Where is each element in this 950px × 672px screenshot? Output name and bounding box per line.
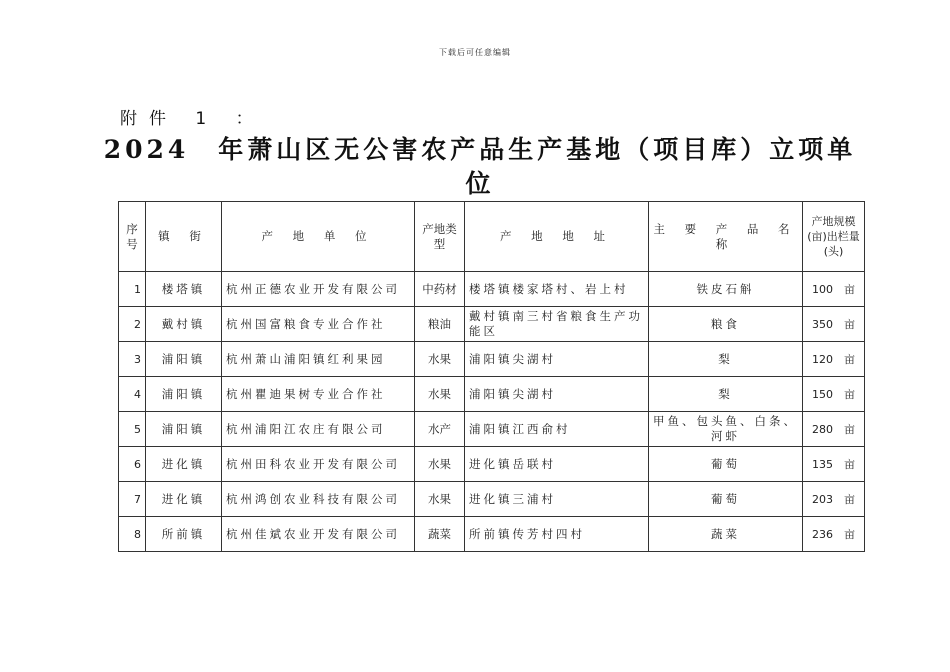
cell-address: 楼塔镇楼家塔村、岩上村 <box>465 272 649 307</box>
cell-unit: 杭州浦阳江农庄有限公司 <box>222 412 415 447</box>
cell-product: 梨 <box>649 377 803 412</box>
cell-address: 浦阳镇尖湖村 <box>465 342 649 377</box>
cell-product: 甲鱼、包头鱼、白条、河虾 <box>649 412 803 447</box>
cell-town: 进化镇 <box>146 447 222 482</box>
cell-scale: 280 亩 <box>803 412 865 447</box>
cell-type: 粮油 <box>415 307 465 342</box>
table-row <box>119 377 865 412</box>
header-scale: 产地规模(亩)出栏量(头) <box>803 202 865 272</box>
cell-unit: 杭州正德农业开发有限公司 <box>222 272 415 307</box>
cell-scale: 120 亩 <box>803 342 865 377</box>
cell-no: 2 <box>119 307 146 342</box>
cell-type: 水果 <box>415 447 465 482</box>
cell-address: 进化镇三浦村 <box>465 482 649 517</box>
cell-town: 戴村镇 <box>146 307 222 342</box>
cell-scale: 135 亩 <box>803 447 865 482</box>
header-town: 镇 街 <box>146 202 222 272</box>
cell-product: 葡萄 <box>649 482 803 517</box>
cell-no: 4 <box>119 377 146 412</box>
cell-type: 水果 <box>415 482 465 517</box>
cell-product: 粮食 <box>649 307 803 342</box>
cell-type: 中药材 <box>415 272 465 307</box>
cell-type: 水产 <box>415 412 465 447</box>
header-no: 序号 <box>119 202 146 272</box>
cell-unit: 杭州瞿迪果树专业合作社 <box>222 377 415 412</box>
cell-unit: 杭州鸿创农业科技有限公司 <box>222 482 415 517</box>
project-table <box>118 201 865 552</box>
attachment-label: 附件 1 ： <box>120 109 265 129</box>
cell-town: 浦阳镇 <box>146 377 222 412</box>
cell-type: 水果 <box>415 342 465 377</box>
cell-no: 6 <box>119 447 146 482</box>
header-unit: 产 地 单 位 <box>222 202 415 272</box>
header-product: 主 要 产 品 名 称 <box>649 202 803 272</box>
table-row <box>119 517 865 552</box>
header-address: 产 地 地 址 <box>465 202 649 272</box>
table-row <box>119 307 865 342</box>
cell-unit: 杭州萧山浦阳镇红利果园 <box>222 342 415 377</box>
cell-address: 戴村镇南三村省粮食生产功能区 <box>465 307 649 342</box>
table-row <box>119 447 865 482</box>
cell-town: 进化镇 <box>146 482 222 517</box>
cell-address: 浦阳镇江西俞村 <box>465 412 649 447</box>
cell-product: 葡萄 <box>649 447 803 482</box>
table-row <box>119 482 865 517</box>
cell-unit: 杭州佳斌农业开发有限公司 <box>222 517 415 552</box>
header-note: 下载后可任意编辑 <box>439 48 511 57</box>
cell-address: 进化镇岳联村 <box>465 447 649 482</box>
table-row <box>119 342 865 377</box>
cell-scale: 150 亩 <box>803 377 865 412</box>
cell-scale: 236 亩 <box>803 517 865 552</box>
cell-town: 浦阳镇 <box>146 412 222 447</box>
cell-town: 楼塔镇 <box>146 272 222 307</box>
header-type: 产地类型 <box>415 202 465 272</box>
cell-product: 梨 <box>649 342 803 377</box>
cell-scale: 100 亩 <box>803 272 865 307</box>
cell-address: 浦阳镇尖湖村 <box>465 377 649 412</box>
cell-no: 3 <box>119 342 146 377</box>
table-row <box>119 272 865 307</box>
cell-no: 1 <box>119 272 146 307</box>
cell-unit: 杭州国富粮食专业合作社 <box>222 307 415 342</box>
cell-no: 8 <box>119 517 146 552</box>
cell-scale: 350 亩 <box>803 307 865 342</box>
cell-address: 所前镇传芳村四村 <box>465 517 649 552</box>
cell-product: 蔬菜 <box>649 517 803 552</box>
cell-no: 7 <box>119 482 146 517</box>
table-row <box>119 412 865 447</box>
cell-unit: 杭州田科农业开发有限公司 <box>222 447 415 482</box>
cell-no: 5 <box>119 412 146 447</box>
table-header-row <box>119 202 865 272</box>
cell-town: 所前镇 <box>146 517 222 552</box>
cell-type: 蔬菜 <box>415 517 465 552</box>
cell-product: 铁皮石斛 <box>649 272 803 307</box>
document-title: 2024 年萧山区无公害农产品生产基地（项目库）立项单位 <box>103 135 857 198</box>
cell-scale: 203 亩 <box>803 482 865 517</box>
cell-type: 水果 <box>415 377 465 412</box>
cell-town: 浦阳镇 <box>146 342 222 377</box>
